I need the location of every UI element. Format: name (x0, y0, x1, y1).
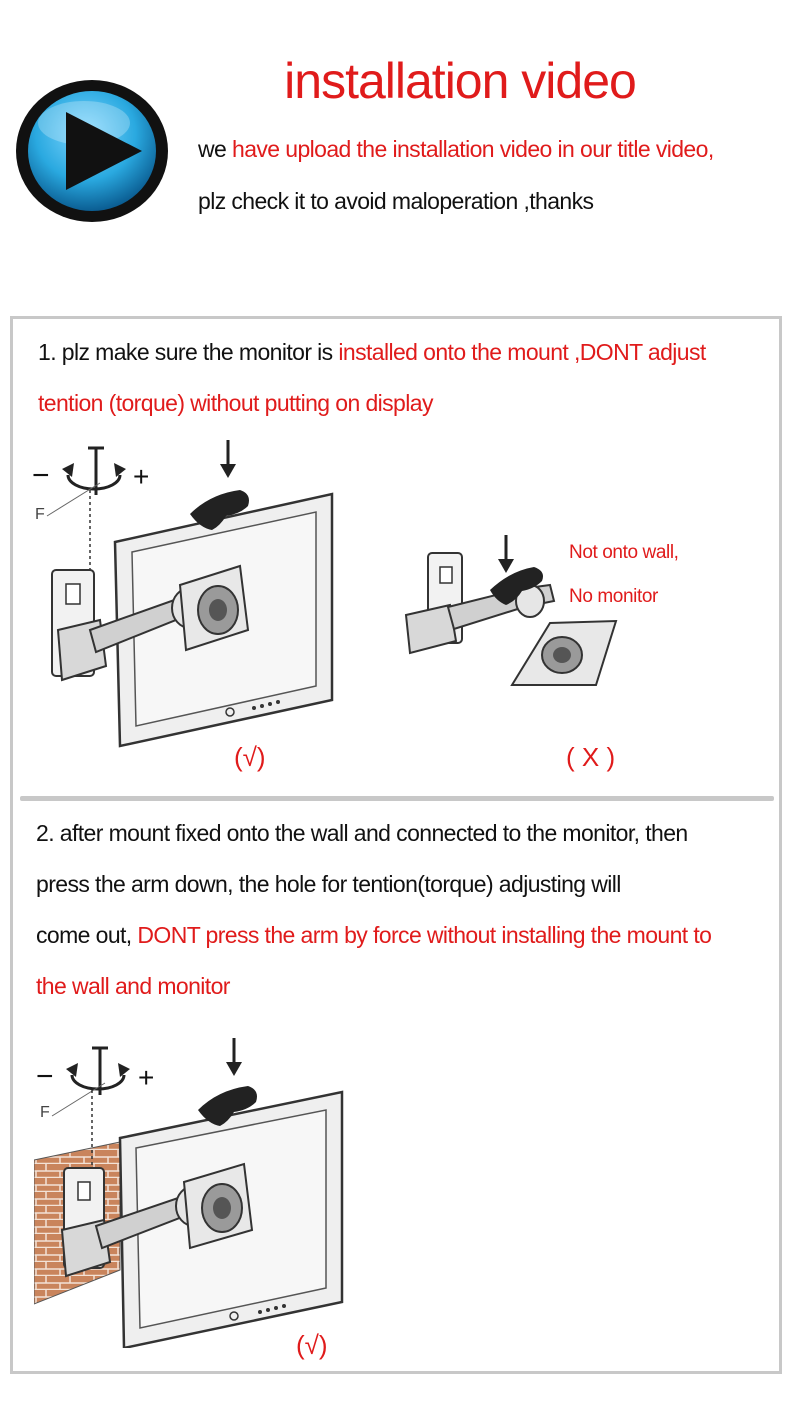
step2-line-3 (36, 922, 711, 949)
plus-label: + (138, 1062, 155, 1093)
correct-mark: (√) (234, 742, 266, 772)
wrong-note-line-2: No monitor (569, 586, 658, 607)
header-line-2: plz check it to avoid maloperation ,thanks (198, 188, 594, 214)
step1-line-1-highlight: installed onto the mount ,DONT adjust (338, 339, 706, 365)
step2-line-4: the wall and monitor (36, 973, 230, 999)
down-arrow-icon (218, 440, 238, 480)
mount-without-monitor-image (400, 545, 630, 695)
header-line-1-prefix: we (198, 136, 232, 162)
play-button-icon[interactable] (14, 78, 170, 224)
wrong-note-line-1: Not onto wall, (569, 542, 679, 563)
down-arrow-icon (224, 1038, 244, 1078)
header-line-1 (198, 136, 714, 163)
monitor-mount-image (40, 480, 340, 750)
minus-label: − (32, 459, 50, 492)
page-title: installation video (284, 53, 636, 109)
step2-line-3-highlight: DONT press the arm by force without installing the mount to (137, 922, 712, 948)
step1-line-2: tention (torque) without putting on display (38, 390, 433, 416)
step2-line-2: press the arm down, the hole for tention(torque) adjusting will (36, 871, 621, 897)
correct-mark: (√) (296, 1330, 328, 1360)
step2-line-3-prefix: come out, (36, 922, 138, 948)
plus-label: + (133, 461, 150, 492)
header-line-1-highlight: have upload the installation video in our title video, (232, 136, 714, 162)
step1-line-1-prefix: 1. plz make sure the monitor is (38, 339, 339, 365)
f-label: F (40, 1104, 50, 1121)
f-label: F (35, 506, 45, 523)
wall-mounted-monitor-image (34, 1080, 346, 1348)
minus-label: − (36, 1060, 54, 1093)
step2-line-1: 2. after mount fixed onto the wall and connected to the monitor, then (36, 820, 688, 846)
step1-line-1 (38, 339, 706, 366)
wrong-mark: ( X ) (566, 742, 616, 772)
section-divider (20, 796, 774, 801)
